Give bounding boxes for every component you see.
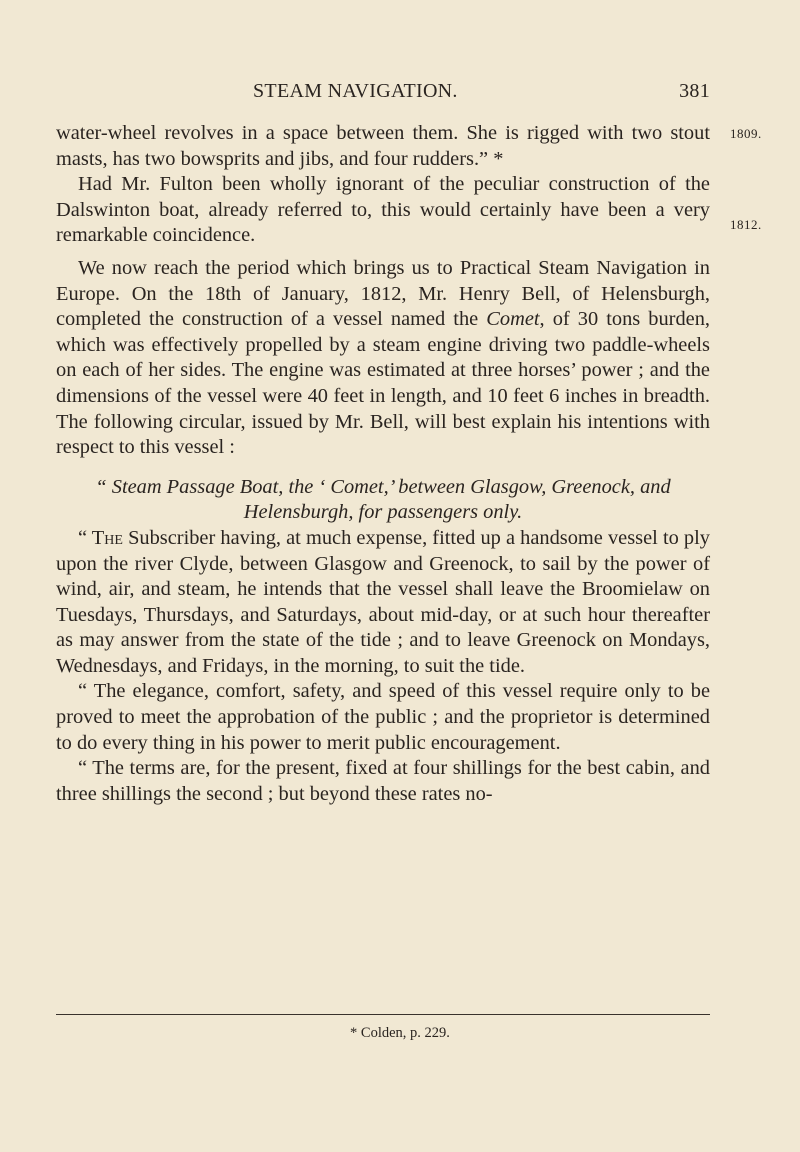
circular-title: “ Steam Passage Boat, the ‘ Comet,’ between Glasgow, Greenock, and Helensburgh, for passengers only. bbox=[95, 475, 671, 524]
circular-paragraph-2: “ The elegance, comfort, safety, and speed of this vessel require only to be proved to meet the approbation of the public ; and the proprietor is determined to do every thing in his power to merit public encouragement. bbox=[56, 680, 710, 754]
circular-paragraph-1-text: Subscriber having, at much expense, fitted up a handsome vessel to ply upon the river Clyde, between Glasgow and Greenock, to sail by the power of wind, air, and steam, he intends that the vessel shall leave the Broomielaw on Tuesdays, Thursdays, and Saturdays, about mid-day, or at such hour thereafter as may answer from the state of the tide ; and to leave Greenock on Mondays, Wednesdays, and Fridays, in the morning, to suit the tide. bbox=[56, 526, 710, 677]
paragraph-comet bbox=[56, 256, 710, 461]
paragraph-continuation: water-wheel revolves in a space between them. She is rigged with two stout masts, has two bowsprits and jibs, and four rudders.” * bbox=[56, 122, 710, 170]
margin-date-1809: 1809. bbox=[730, 126, 762, 141]
paragraph-comet-part1: We now reach the period which brings us to Practical Steam Navigation in Europe. On the 18th of January, 1812, Mr. Henry Bell, of Helensburgh, completed the construction of a vessel named the bbox=[56, 256, 710, 331]
paragraph-fulton: Had Mr. Fulton been wholly ignorant of the peculiar construction of the Dalswinton boat, already referred to, this would certainly have been a very remarkable coincidence. bbox=[56, 173, 710, 247]
margin-date-1812: 1812. bbox=[730, 217, 762, 232]
page-body bbox=[56, 121, 710, 807]
paragraph-comet-part2: , of 30 tons burden, which was effectively propelled by a steam engine driving two paddle-wheels on each of her sides. The engine was estimated at three horses’ power ; and the dimensions of the vessel were 40 feet in length, and 10 feet 6 inches in breadth. The following circular, issued by Mr. Bell, will best explain his intentions with respect to this vessel : bbox=[56, 308, 710, 459]
page-number: 381 bbox=[679, 80, 710, 102]
footnote-rule bbox=[56, 1014, 710, 1015]
circular-paragraph-1 bbox=[56, 526, 710, 680]
circular-lead-word: “ The bbox=[78, 526, 123, 549]
vessel-name-comet: Comet bbox=[486, 308, 540, 331]
running-title: STEAM NAVIGATION. bbox=[253, 80, 458, 102]
circular-paragraph-3: “ The terms are, for the present, fixed at four shillings for the best cabin, and three shillings the second ; but beyond these rates no- bbox=[56, 757, 710, 805]
footnote: * Colden, p. 229. bbox=[350, 1025, 450, 1041]
